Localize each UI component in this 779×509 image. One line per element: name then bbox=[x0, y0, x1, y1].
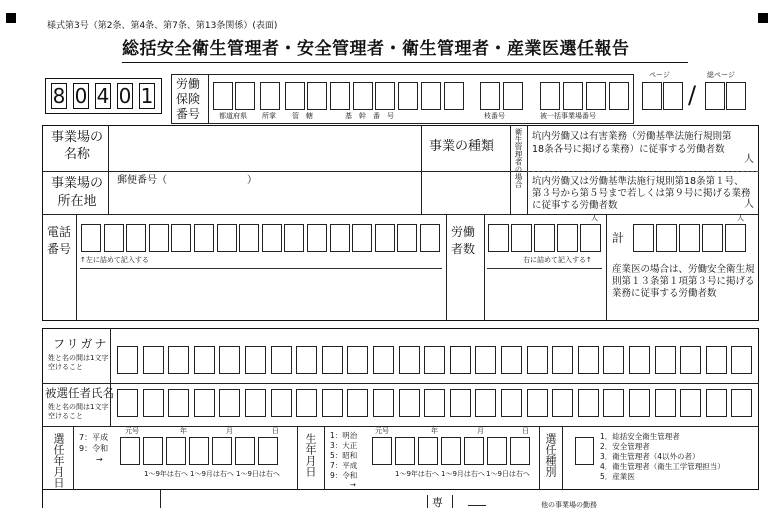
insurance-number-cell[interactable] bbox=[235, 82, 255, 110]
health-item2-unit: 人 bbox=[744, 199, 754, 210]
phone-cell[interactable] bbox=[149, 224, 169, 252]
birth-note-month: 1～9月は右へ bbox=[441, 470, 485, 478]
phone-cell[interactable] bbox=[217, 224, 237, 252]
page-slash: / bbox=[688, 81, 697, 109]
total-unit: 人 bbox=[737, 214, 744, 222]
insurance-number-cell[interactable] bbox=[213, 82, 233, 110]
name-cell[interactable] bbox=[296, 389, 317, 417]
furigana-cell[interactable] bbox=[706, 346, 727, 374]
worker-count-cell[interactable] bbox=[511, 224, 532, 252]
insurance-number-cell[interactable] bbox=[421, 82, 441, 110]
col-divider bbox=[160, 490, 161, 508]
total-page-cell[interactable] bbox=[726, 82, 746, 110]
total-count-cell[interactable] bbox=[725, 224, 746, 252]
workplace-name-label: 事業場の名称 bbox=[50, 130, 103, 162]
name-cell[interactable] bbox=[731, 389, 752, 417]
phone-cell[interactable] bbox=[262, 224, 282, 252]
col-divider bbox=[484, 214, 485, 321]
appoint-note-day: 1～9日は右へ bbox=[236, 470, 280, 478]
name-cell[interactable] bbox=[219, 389, 240, 417]
appoint-date-cell[interactable] bbox=[212, 437, 232, 465]
health-item1-unit: 人 bbox=[744, 154, 754, 165]
insurance-number-cell[interactable] bbox=[330, 82, 350, 110]
birth-date-cell[interactable] bbox=[395, 437, 415, 465]
furigana-cell[interactable] bbox=[731, 346, 752, 374]
col-divider bbox=[539, 426, 540, 490]
birth-date-cell[interactable] bbox=[487, 437, 507, 465]
name-cell[interactable] bbox=[603, 389, 624, 417]
kind-option-3: 3．衛生管理者（4以外の者） bbox=[600, 452, 700, 461]
total-count-cell[interactable] bbox=[633, 224, 654, 252]
col-divider bbox=[527, 125, 528, 214]
name-cell[interactable] bbox=[168, 389, 189, 417]
corner-mark-left bbox=[6, 13, 16, 23]
birth-date-cell[interactable] bbox=[441, 437, 461, 465]
insurance-number-cell[interactable] bbox=[398, 82, 418, 110]
name-cell[interactable] bbox=[450, 389, 471, 417]
code-digit: 0 bbox=[74, 84, 88, 108]
name-cell[interactable] bbox=[271, 389, 292, 417]
furigana-cell[interactable] bbox=[603, 346, 624, 374]
name-cell[interactable] bbox=[578, 389, 599, 417]
furigana-cell[interactable] bbox=[219, 346, 240, 374]
page-label: ページ bbox=[649, 71, 670, 79]
health-item1: 坑内労働又は有害業務（労働基準法施行規則第18条各号に掲げる業務）に従事する労働者数 bbox=[532, 131, 732, 155]
phone-cell[interactable] bbox=[81, 224, 101, 252]
form-number: 様式第3号（第2条、第4条、第7条、第13条関係）(表面) bbox=[47, 21, 278, 31]
total-page-label: 総ページ bbox=[707, 71, 735, 79]
total-count-cell[interactable] bbox=[679, 224, 700, 252]
appoint-col-month: 月 bbox=[226, 427, 233, 435]
phone-cell[interactable] bbox=[307, 224, 327, 252]
page-cell[interactable] bbox=[642, 82, 662, 110]
phone-cell[interactable] bbox=[171, 224, 191, 252]
insurance-number-cell[interactable] bbox=[285, 82, 305, 110]
bottom-partial-label: 専 bbox=[432, 496, 443, 509]
birth-era-7: 7：平成 bbox=[330, 461, 358, 470]
ins-sub-office: 所掌 bbox=[262, 112, 276, 120]
name-cell[interactable] bbox=[245, 389, 266, 417]
phone-cell[interactable] bbox=[126, 224, 146, 252]
col-divider bbox=[42, 490, 43, 508]
insurance-number-cell[interactable] bbox=[609, 82, 629, 110]
kind-label-text: 選任種別 bbox=[544, 433, 557, 477]
ins-sub-pref: 都道府県 bbox=[219, 112, 247, 120]
ins-sub-group: 被一括事業場番号 bbox=[540, 112, 596, 120]
workers-unit: 人 bbox=[591, 214, 598, 222]
phone-cell[interactable] bbox=[284, 224, 304, 252]
corner-mark-right bbox=[758, 13, 768, 23]
birth-col-era: 元号 bbox=[375, 427, 389, 435]
insurance-number-cell[interactable] bbox=[586, 82, 606, 110]
health-vertical-label: 衛生管理者の場合 bbox=[514, 128, 523, 188]
birth-col-day: 日 bbox=[522, 427, 529, 435]
birth-era-1: 1：明治 bbox=[330, 431, 358, 440]
name-cell[interactable] bbox=[527, 389, 548, 417]
phone-cell[interactable] bbox=[397, 224, 417, 252]
ins-sub-branch: 枝番号 bbox=[484, 112, 505, 120]
furigana-cell[interactable] bbox=[194, 346, 215, 374]
col-divider bbox=[297, 426, 298, 490]
name-note: 姓と名の間は1文字空けること bbox=[48, 403, 109, 420]
furigana-cell[interactable] bbox=[322, 346, 343, 374]
worker-count-cell[interactable] bbox=[534, 224, 555, 252]
col-divider bbox=[324, 426, 325, 490]
col-divider bbox=[606, 214, 607, 321]
furigana-cell[interactable] bbox=[552, 346, 573, 374]
birth-col-year: 年 bbox=[431, 427, 438, 435]
title-underline bbox=[122, 62, 688, 63]
phone-cell[interactable] bbox=[420, 224, 440, 252]
col-divider bbox=[73, 426, 74, 490]
name-cell[interactable] bbox=[706, 389, 727, 417]
insurance-number-cell[interactable] bbox=[260, 82, 280, 110]
birth-date-cell[interactable] bbox=[418, 437, 438, 465]
phone-note: ↑左に詰めて記入する bbox=[80, 256, 149, 264]
workers-label: 労働者数 bbox=[451, 225, 476, 256]
health-item2: 坑内労働又は労働基準法施行規則第18条第１号、第３号から第５号まで若しくは第９号に掲げる業務に従事する労働者数 bbox=[532, 176, 751, 211]
col-divider bbox=[510, 125, 511, 214]
worker-count-cell[interactable] bbox=[557, 224, 578, 252]
insurance-number-cell[interactable] bbox=[563, 82, 583, 110]
name-cell[interactable] bbox=[347, 389, 368, 417]
birth-note-year: 1～9年は右へ bbox=[395, 470, 439, 478]
col-divider bbox=[427, 495, 428, 508]
total-label: 計 bbox=[612, 231, 625, 245]
furigana-cell[interactable] bbox=[629, 346, 650, 374]
furigana-cell[interactable] bbox=[168, 346, 189, 374]
appoint-date-cell[interactable] bbox=[143, 437, 163, 465]
appoint-date-cell[interactable] bbox=[189, 437, 209, 465]
phone-cell[interactable] bbox=[239, 224, 259, 252]
code-digit: 1 bbox=[140, 84, 154, 108]
appoint-col-era: 元号 bbox=[125, 427, 139, 435]
insurance-label: 労働保険番号 bbox=[176, 77, 201, 121]
furigana-note: 姓と名の間は1文字空けること bbox=[48, 354, 109, 371]
col-divider bbox=[562, 426, 563, 490]
name-cell[interactable] bbox=[194, 389, 215, 417]
name-cell[interactable] bbox=[475, 389, 496, 417]
appoint-col-day: 日 bbox=[272, 427, 279, 435]
name-cell[interactable] bbox=[373, 389, 394, 417]
col-divider bbox=[108, 125, 109, 214]
birth-col-month: 月 bbox=[477, 427, 484, 435]
phone-label: 電話番号 bbox=[47, 225, 72, 256]
phone-underline bbox=[80, 268, 442, 269]
birth-date-cell[interactable] bbox=[464, 437, 484, 465]
furigana-cell[interactable] bbox=[399, 346, 420, 374]
insurance-number-cell[interactable] bbox=[353, 82, 373, 110]
name-cell[interactable] bbox=[680, 389, 701, 417]
name-cell[interactable] bbox=[552, 389, 573, 417]
phone-cell[interactable] bbox=[352, 224, 372, 252]
name-label: 被選任者氏名 bbox=[45, 386, 114, 400]
total-page-cell[interactable] bbox=[705, 82, 725, 110]
phone-cell[interactable] bbox=[330, 224, 350, 252]
insurance-number-cell[interactable] bbox=[444, 82, 464, 110]
birth-date-cell[interactable] bbox=[372, 437, 392, 465]
appoint-date-cell[interactable] bbox=[120, 437, 140, 465]
appoint-date-cell[interactable] bbox=[235, 437, 255, 465]
furigana-cell[interactable] bbox=[501, 346, 522, 374]
furigana-cell[interactable] bbox=[347, 346, 368, 374]
furigana-cell[interactable] bbox=[475, 346, 496, 374]
birth-label: 生年月日 bbox=[304, 433, 317, 477]
row-divider bbox=[468, 505, 486, 506]
furigana-cell[interactable] bbox=[655, 346, 676, 374]
insurance-number-cell[interactable] bbox=[307, 82, 327, 110]
birth-era-5: 5：昭和 bbox=[330, 451, 358, 460]
furigana-cell[interactable] bbox=[450, 346, 471, 374]
workplace-address-label: 事業場の所在地 bbox=[50, 176, 103, 209]
birth-note-day: 1～9日は右へ bbox=[486, 470, 530, 478]
appoint-arrow: → bbox=[96, 455, 103, 464]
name-cell[interactable] bbox=[629, 389, 650, 417]
appoint-era-7: 7：平成 bbox=[79, 433, 109, 442]
kind-option-5: 5．産業医 bbox=[600, 472, 635, 481]
furigana-cell[interactable] bbox=[245, 346, 266, 374]
appoint-date-cell[interactable] bbox=[166, 437, 186, 465]
furigana-cell[interactable] bbox=[373, 346, 394, 374]
name-cell[interactable] bbox=[424, 389, 445, 417]
col-divider bbox=[110, 328, 111, 426]
col-divider bbox=[446, 214, 447, 321]
name-cell[interactable] bbox=[117, 389, 138, 417]
postal-label: 郵便番号（ ） bbox=[117, 175, 257, 186]
birth-era-9: 9：令和 bbox=[330, 471, 358, 480]
appoint-note-year: 1～9年は右へ bbox=[144, 470, 188, 478]
bottom-partial-right: 他の事業場の勤務 bbox=[541, 501, 597, 509]
phone-cell[interactable] bbox=[375, 224, 395, 252]
page-title: 総括安全衛生管理者・安全管理者・衛生管理者・産業医選任報告 bbox=[122, 39, 630, 59]
insurance-number-cell[interactable] bbox=[480, 82, 500, 110]
name-cell[interactable] bbox=[655, 389, 676, 417]
kind-option-1: 1．総括安全衛生管理者 bbox=[600, 432, 680, 441]
insurance-number-cell[interactable] bbox=[540, 82, 560, 110]
workers-note: 右に詰めて記入する↑ bbox=[523, 256, 592, 264]
name-cell[interactable] bbox=[501, 389, 522, 417]
col-divider bbox=[527, 171, 759, 172]
name-cell[interactable] bbox=[399, 389, 420, 417]
appoint-label: 選任年月日 bbox=[52, 433, 65, 488]
appoint-note-month: 1～9月は右へ bbox=[190, 470, 234, 478]
ins-sub-main: 基 幹 番 号 bbox=[345, 112, 394, 120]
col-divider bbox=[452, 495, 453, 508]
insurance-number-cell[interactable] bbox=[503, 82, 523, 110]
business-type-label: 事業の種類 bbox=[429, 139, 495, 154]
appoint-date-cell[interactable] bbox=[258, 437, 278, 465]
appoint-era-9: 9：令和 bbox=[79, 444, 109, 453]
col-divider bbox=[421, 125, 422, 214]
total-count-cell[interactable] bbox=[656, 224, 677, 252]
birth-date-cell[interactable] bbox=[510, 437, 530, 465]
insurance-divider bbox=[208, 74, 209, 124]
furigana-cell[interactable] bbox=[117, 346, 138, 374]
furigana-cell[interactable] bbox=[578, 346, 599, 374]
name-cell[interactable] bbox=[143, 389, 164, 417]
workers-underline bbox=[487, 268, 602, 269]
code-digit: 4 bbox=[96, 84, 110, 108]
phone-cell[interactable] bbox=[104, 224, 124, 252]
phone-cell[interactable] bbox=[194, 224, 214, 252]
appoint-col-year: 年 bbox=[180, 427, 187, 435]
kind-option-4: 4．衛生管理者（衛生工学管理担当） bbox=[600, 462, 725, 471]
code-digit: 0 bbox=[118, 84, 132, 108]
kind-cell[interactable] bbox=[575, 437, 594, 465]
worker-count-cell[interactable] bbox=[580, 224, 601, 252]
total-note: 産業医の場合は、労働安全衛生規則第１３条第１項第３号に掲げる業務に従事する労働者数 bbox=[612, 264, 755, 299]
furigana-label: フリガナ bbox=[53, 337, 109, 351]
row-divider bbox=[42, 383, 759, 384]
phone-note-text: 左に詰めて記入する bbox=[85, 256, 149, 264]
total-count-cell[interactable] bbox=[702, 224, 723, 252]
birth-era-3: 3：大正 bbox=[330, 441, 358, 450]
row-divider bbox=[42, 426, 759, 427]
worker-count-cell[interactable] bbox=[488, 224, 509, 252]
name-cell[interactable] bbox=[322, 389, 343, 417]
workers-note-text: 右に詰めて記入する bbox=[523, 256, 586, 264]
furigana-cell[interactable] bbox=[527, 346, 548, 374]
furigana-cell[interactable] bbox=[296, 346, 317, 374]
page-cell[interactable] bbox=[663, 82, 683, 110]
birth-arrow: → bbox=[350, 481, 356, 489]
row-divider bbox=[42, 214, 759, 215]
furigana-cell[interactable] bbox=[271, 346, 292, 374]
code-digit: 8 bbox=[52, 84, 66, 108]
kind-option-2: 2．安全管理者 bbox=[600, 442, 650, 451]
furigana-cell[interactable] bbox=[143, 346, 164, 374]
insurance-number-cell[interactable] bbox=[375, 82, 395, 110]
furigana-cell[interactable] bbox=[424, 346, 445, 374]
col-divider bbox=[76, 214, 77, 321]
furigana-cell[interactable] bbox=[680, 346, 701, 374]
ins-sub-jurisdiction: 管 轄 bbox=[292, 112, 313, 120]
